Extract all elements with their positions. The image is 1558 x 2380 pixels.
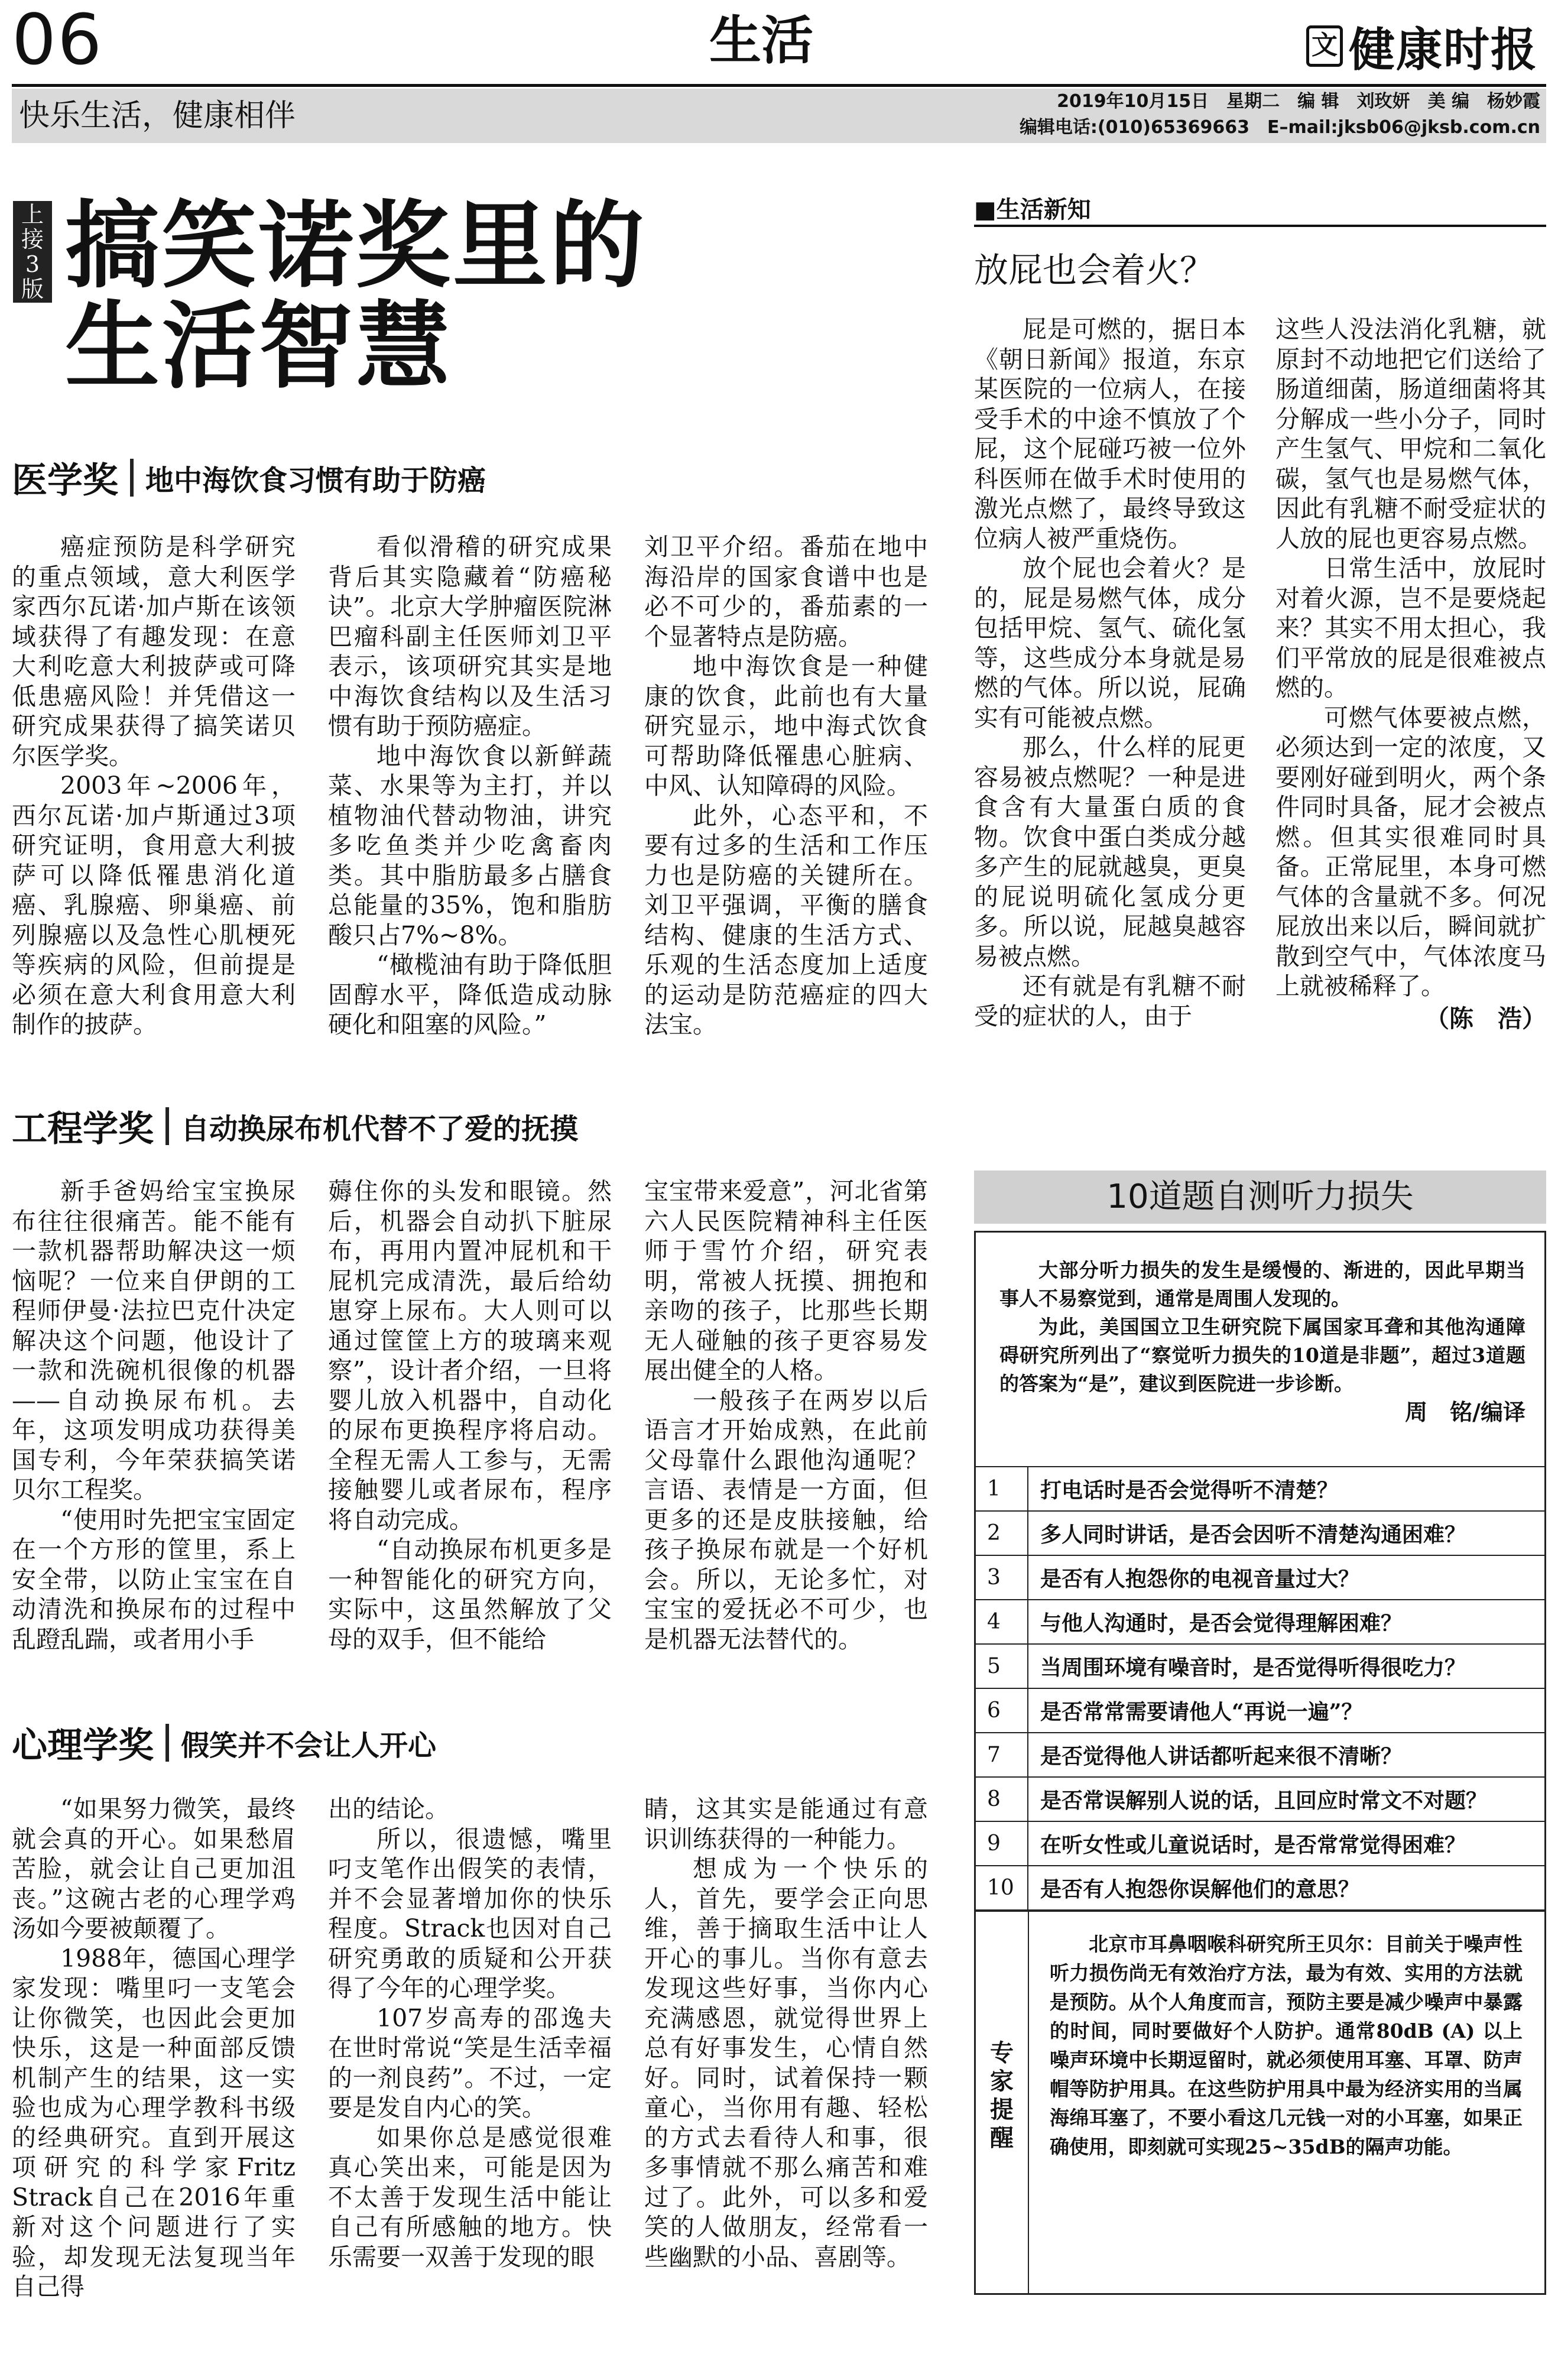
masthead-rule <box>12 84 1546 87</box>
table-row <box>975 1821 1546 1866</box>
section-engineering-header <box>12 1101 578 1152</box>
question-text: 打电话时是否会觉得听不清楚？ <box>1028 1467 1546 1511</box>
expert-tip <box>976 1911 1544 2293</box>
quiz-table-wrap <box>974 1466 1546 1911</box>
question-text: 是否常误解别人说的话，且回应时常文不对题？ <box>1028 1777 1546 1821</box>
paragraph: 屁是可燃的，据日本《朝日新闻》报道，东京某医院的一位病人，在接受手术的中途不慎放了个屁，这个屁碰巧被一位外科医师在做手术时使用的激光点燃了，最终导致这位病人被严重烧伤。 <box>974 315 1246 553</box>
section-psychology-header <box>12 1717 436 1768</box>
article-column <box>12 1794 296 2302</box>
question-number: 5 <box>975 1644 1028 1688</box>
slogan: 快乐生活，健康相伴 <box>19 98 296 134</box>
table-row <box>975 1555 1546 1600</box>
header-divider <box>130 459 134 497</box>
article-column <box>974 314 1246 1031</box>
question-text: 多人同时讲话，是否会因听不清楚沟通困难？ <box>1028 1511 1546 1555</box>
paragraph: 那么，什么样的屁更容易被点燃呢？一种是进食含有大量蛋白质的食物。饮食中蛋白类成分越多产生的屁就越臭，更臭的屁说明硫化氢成分更多。所以说，屁越臭越容易被点燃。 <box>974 733 1246 971</box>
paragraph: 所以，很遗憾，嘴里叼支笔作出假笑的表情，并不会显著增加你的快乐程度。Strack也因对自己研究勇敢的质疑和公开获得了今年的心理学奖。 <box>328 1824 612 2002</box>
paragraph: 如果你总是感觉很难真心笑出来，可能是因为不太善于发现生活中能让自己有所感触的地方。快乐需要一双善于发现的眼 <box>328 2123 612 2271</box>
table-row <box>975 1511 1546 1555</box>
paragraph: 2003年~2006年，西尔瓦诺·加卢斯通过3项研究证明，食用意大利披萨可以降低罹患消化道癌、乳腺癌、卵巢癌、前列腺癌以及急性心肌梗死等疾病的风险，但前提是必须在意大利食用意大利制作的披萨。 <box>12 771 296 1039</box>
question-text: 在听女性或儿童说话时，是否常常觉得困难？ <box>1028 1821 1546 1866</box>
contact-line: 编辑电话:(010)65369663 E–mail:jksb06@jksb.com.cn <box>1019 117 1540 138</box>
header-divider <box>165 1107 169 1145</box>
paragraph: 一般孩子在两岁以后语言才开始成熟，在此前父母靠什么跟他沟通呢？言语、表情是一方面，但更多的还是皮肤接触，给孩子换尿布就是一个好机会。所以，无论多忙，对宝宝的爱抚必不可少，也是机器无法替代的。 <box>644 1386 928 1653</box>
expert-tip-text <box>1050 1930 1523 2161</box>
question-number: 7 <box>975 1733 1028 1777</box>
paragraph: 睛，这其实是能通过有意识训练获得的一种能力。 <box>644 1795 928 1853</box>
question-number: 9 <box>975 1821 1028 1866</box>
quiz-table <box>974 1466 1546 1911</box>
paragraph: 可燃气体要被点燃，必须达到一定的浓度，又要刚好碰到明火，两个条件同时具备，屁才会被点燃。但其实很难同时具备。正常屁里，本身可燃气体的含量就不多。何况屁放出来以后，瞬间就扩散到空气中，气体浓度马上就被稀释了。 <box>1275 703 1546 1000</box>
award-subtitle: 假笑并不会让人开心 <box>181 1729 437 1762</box>
logo-text: 健康时报 <box>1349 23 1538 77</box>
label-char: 提 <box>990 2096 1014 2123</box>
article-column <box>644 1794 928 2272</box>
paragraph: “如果努力微笑，最终就会真的开心。如果愁眉苦脸，就会让自己更加沮丧。”这碗古老的心理学鸡汤如今要被颠覆了。 <box>12 1795 296 1943</box>
expert-name: 北京市耳鼻咽喉科研究所王贝尔： <box>1089 1932 1385 1956</box>
question-number: 10 <box>975 1866 1028 1910</box>
question-number: 1 <box>975 1467 1028 1511</box>
question-number: 3 <box>975 1555 1028 1600</box>
paragraph: 日常生活中，放屁时对着火源，岂不是要烧起来？其实不用太担心，我们平常放的屁是很难被点燃的。 <box>1275 554 1546 702</box>
continued-tag-char: 接 <box>21 226 44 252</box>
paragraph: 癌症预防是科学研究的重点领域，意大利医学家西尔瓦诺·加卢斯在该领域获得了有趣发现：在意大利吃意大利披萨或可降低患癌风险！并凭借这一研究成果获得了搞笑诺贝尔医学奖。 <box>12 533 296 770</box>
continued-tag-char: 版 <box>21 276 44 302</box>
headline <box>65 190 647 401</box>
article-column <box>1275 314 1546 1033</box>
header-divider <box>165 1724 169 1762</box>
table-row <box>975 1688 1546 1733</box>
label-char: 醒 <box>990 2124 1014 2152</box>
section-medicine-header <box>12 452 486 503</box>
table-row <box>975 1600 1546 1644</box>
question-text: 是否觉得他人讲话都听起来很不清晰？ <box>1028 1733 1546 1777</box>
paragraph: 刘卫平介绍。番茄在地中海沿岸的国家食谱中也是必不可少的，番茄素的一个显著特点是防癌。 <box>644 533 928 651</box>
question-number: 2 <box>975 1511 1028 1555</box>
headline-line1: 搞笑诺奖里的 <box>65 190 647 301</box>
paragraph: 107岁高寿的邵逸夫在世时常说“笑是生活幸福的一剂良药”。不过，一定要是发自内心的笑。 <box>328 2003 612 2122</box>
paragraph: “自动换尿布机更多是一种智能化的研究方向，实际中，这虽然解放了父母的双手，但不能给 <box>328 1535 612 1653</box>
question-number: 8 <box>975 1777 1028 1821</box>
award-name: 工程学奖 <box>12 1108 154 1150</box>
author-byline: （陈 浩） <box>1425 1004 1546 1033</box>
award-subtitle: 自动换尿布机代替不了爱的抚摸 <box>181 1112 579 1146</box>
paragraph: 出的结论。 <box>328 1795 449 1823</box>
side-article-title: 放屁也会着火？ <box>974 250 1215 290</box>
article-column <box>644 532 928 1040</box>
continued-tag <box>13 201 52 303</box>
expert-advice: 目前关于噪声性听力损伤尚无有效治疗方法，最为有效、实用的方法就是预防。从个人角度而言，预防主要是减少噪声中暴露的时间，同时要做好个人防护。通常80dB (A) 以上噪声环境中长期逗留时，就必须使用耳塞、耳罩、防声帽等防护用具。在这些防护用具中最为经济实用的当属海绵耳塞了，不要小看这几元钱一对的小耳塞，如果正确使用，即刻就可实现25~35dB的隔声功能。 <box>1050 1932 1523 2158</box>
quiz-box <box>974 1231 1546 2295</box>
table-row <box>975 1644 1546 1688</box>
paragraph: 地中海饮食是一种健康的饮食，此前也有大量研究显示，地中海式饮食可帮助降低罹患心脏病、中风、认知障碍的风险。 <box>644 652 928 800</box>
paragraph: 想成为一个快乐的人，首先，要学会正向思维，善于摘取生活中让人开心的事儿。当你有意去发现这些好事，当你内心充满感恩，就觉得世界上总有好事发生，心情自然好。同时，试着保持一颗童心，当你用有趣、轻松的方式去看待人和事，很多事情就不那么痛苦和难过了。此外，可以多和爱笑的人做朋友，经常看一些幽默的小品、喜剧等。 <box>644 1854 928 2271</box>
label-char: 家 <box>990 2067 1014 2095</box>
paragraph: 薅住你的头发和眼镜。然后，机器会自动扒下脏尿布，再用内置冲屁机和干屁机完成清洗，最后给幼崽穿上尿布。大人则可以通过筐筐上方的玻璃来观察”，设计者介绍，一旦将婴儿放入机器中，自动化的尿布更换程序将启动。全程无需人工参与，无需接触婴儿或者尿布，程序将自动完成。 <box>328 1177 612 1534</box>
article-column <box>328 1176 612 1654</box>
quiz-title: 10道题自测听力损失 <box>1106 1178 1414 1216</box>
paragraph: 为此，美国国立卫生研究院下属国家耳聋和其他沟通障碍研究所列出了“察觉听力损失的10道是非题”，超过3道题的答案为“是”，建议到医院进一步诊断。 <box>999 1315 1525 1395</box>
paragraph: 此外，心态平和，不要有过多的生活和工作压力也是防癌的关键所在。刘卫平强调，平衡的膳食结构、健康的生活方式、乐观的生活态度加上适度的运动是防范癌症的四大法宝。 <box>644 801 928 1039</box>
continued-tag-char: 上 <box>21 202 44 228</box>
paragraph: 还有就是有乳糖不耐受的症状的人，由于 <box>974 972 1246 1030</box>
column-tag: ■生活新知 <box>974 196 1091 223</box>
table-row <box>975 1467 1546 1511</box>
side-tag-rule <box>974 225 1546 227</box>
section-title: 生活 <box>709 9 814 71</box>
paragraph: 这些人没法消化乳糖，就原封不动地把它们送给了肠道细菌，肠道细菌将其分解成一些小分子，同时产生氢气、甲烷和二氧化碳，氢气也是易燃气体，因此有乳糖不耐受症状的人放的屁也更容易点燃。 <box>1275 315 1546 553</box>
date-line: 2019年10月15日 星期二 编 辑 刘玫妍 美 编 杨妙霞 <box>1057 91 1540 112</box>
article-column <box>12 532 296 1040</box>
table-row <box>975 1733 1546 1777</box>
paragraph: 地中海饮食以新鲜蔬菜、水果等为主打，并以植物油代替动物油，讲究多吃鱼类并少吃禽畜肉类。其中脂肪最多占膳食总能量的35%，饱和脂肪酸只占7%~8%。 <box>328 741 612 949</box>
question-text: 当周围环境有噪音时，是否觉得听得很吃力？ <box>1028 1644 1546 1688</box>
question-number: 4 <box>975 1600 1028 1644</box>
paragraph: 1988年，德国心理学家发现：嘴里叼一支笔会让你微笑，也因此会更加快乐，这是一种面部反馈机制产生的结果，这一实验也成为心理学教科书级的经典研究。直到开展这项研究的科学家Fritz Strack自己在2016年重新对这个问题进行了实验，却发现无法复现当年自己得 <box>12 1944 296 2301</box>
label-char: 专 <box>990 2039 1014 2067</box>
paragraph: 大部分听力损失的发生是缓慢的、渐进的，因此早期当事人不易察觉到，通常是周围人发现的。 <box>999 1259 1525 1310</box>
paragraph: 放个屁也会着火？是的，屁是易燃气体，成分包括甲烷、氢气、硫化氢等，这些成分本身就是易燃的气体。所以说，屁确实有可能被点燃。 <box>974 554 1246 732</box>
paragraph: 宝宝带来爱意”，河北省第六人民医院精神科主任医师于雪竹介绍，研究表明，常被人抚摸、拥抱和亲吻的孩子，比那些长期无人碰触的孩子更容易发展出健全的人格。 <box>644 1177 928 1384</box>
article-column <box>12 1176 296 1654</box>
article-column <box>644 1176 928 1654</box>
expert-tip-label <box>976 1912 1029 2294</box>
translator-credit: 周 铭/编译 <box>1405 1399 1525 1425</box>
page-number: 06 <box>12 0 103 80</box>
table-row <box>975 1777 1546 1821</box>
paragraph: “使用时先把宝宝固定在一个方形的筐里，系上安全带，以防止宝宝在自动清洗和换尿布的过程中乱蹬乱踹，或者用小手 <box>12 1505 296 1653</box>
article-column <box>328 1794 612 2272</box>
award-name: 心理学奖 <box>12 1725 154 1766</box>
newspaper-logo <box>1306 13 1538 79</box>
question-text: 是否有人抱怨你的电视音量过大？ <box>1028 1555 1546 1600</box>
paragraph: “橄榄油有助于降低胆固醇水平，降低造成动脉硬化和阻塞的风险。” <box>328 951 612 1039</box>
continued-tag-char: 3 <box>25 251 40 277</box>
question-text: 与他人沟通时，是否会觉得理解困难？ <box>1028 1600 1546 1644</box>
question-text: 是否常常需要请他人“再说一遍”？ <box>1028 1688 1546 1733</box>
question-number: 6 <box>975 1688 1028 1733</box>
quiz-intro <box>999 1256 1525 1426</box>
paragraph: 看似滑稽的研究成果背后其实隐藏着“防癌秘诀”。北京大学肿瘤医院淋巴瘤科副主任医师刘卫平表示，该项研究其实是地中海饮食结构以及生活习惯有助于预防癌症。 <box>328 533 612 740</box>
paragraph: 新手爸妈给宝宝换尿布往往很痛苦。能不能有一款机器帮助解决这一烦恼呢？一位来自伊朗的工程师伊曼·法拉巴克什决定解决这个问题，他设计了一款和洗碗机很像的机器——自动换尿布机。去年，这项发明成功获得美国专利，今年荣获搞笑诺贝尔工程奖。 <box>12 1177 296 1504</box>
logo-seal-icon: 文 <box>1306 25 1343 67</box>
headline-line2: 生活智慧 <box>65 290 453 401</box>
article-column <box>328 532 612 1040</box>
award-subtitle: 地中海饮食习惯有助于防癌 <box>145 463 486 497</box>
award-name: 医学奖 <box>12 460 118 501</box>
question-text: 是否有人抱怨你误解他们的意思？ <box>1028 1866 1546 1910</box>
table-row <box>975 1866 1546 1910</box>
